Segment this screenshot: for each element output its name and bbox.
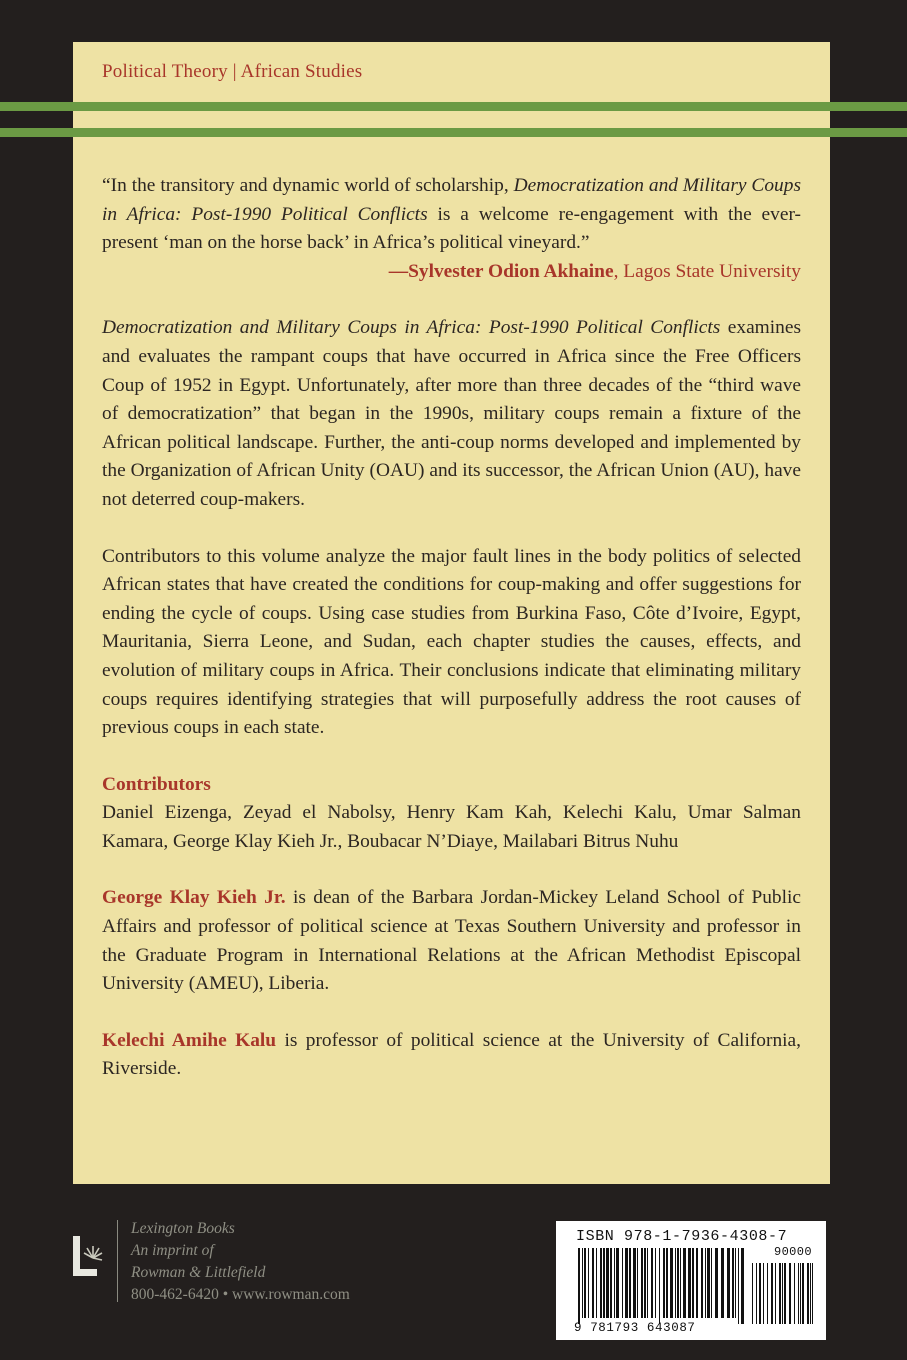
quote-open: “In the transitory and dynamic world of scholarship,: [102, 175, 514, 196]
publisher-divider: [117, 1220, 118, 1302]
back-cover-text: [102, 172, 801, 1084]
green-stripe-top: [0, 102, 907, 111]
isbn-number: ISBN 978-1-7936-4308-7: [576, 1228, 788, 1245]
endorsement-attribution: [102, 258, 801, 287]
publisher-imprint: An imprint of: [131, 1242, 214, 1259]
editor-bio-text-1: is dean of the Barbara Jordan-Mickey Leland School of Public Affairs and professor of political science at Texas Southern University and professor in the Graduate Program in International Relations at the African Methodist Episcopal University (AMEU), Liberia.: [102, 887, 801, 995]
contributors-heading: Contributors: [102, 773, 211, 795]
editor-bio-text-2: is professor of political science at the University of California, Riverside.: [102, 1029, 801, 1080]
contributors-list: Daniel Eizenga, Zeyad el Nabolsy, Henry Kam Kah, Kelechi Kalu, Umar Salman Kamara, George Klay Kieh Jr., Boubacar N’Diaye, Mailabari Bitrus Nuhu: [102, 802, 801, 852]
description-paragraph: [102, 314, 801, 514]
publisher-logo-icon: [73, 1236, 103, 1278]
endorser-affiliation: , Lagos State University: [613, 260, 801, 282]
quote-text: is a welcome re-engagement with the ever-present ‘man on the horse back’ in Africa’s political vineyard.”: [102, 203, 801, 254]
publisher-contact: 800-462-6420 • www.rowman.com: [131, 1286, 350, 1303]
quote-book-title: Democratization and Military Coups in Africa: Post-1990 Political Conflicts: [102, 175, 801, 225]
editor-name-1: George Klay Kieh Jr.: [102, 887, 286, 909]
ean-number: 9 781793 643087: [574, 1321, 696, 1335]
publisher-parent: Rowman & Littlefield: [131, 1264, 266, 1281]
publisher-name: Lexington Books: [131, 1220, 235, 1237]
publisher-info: [131, 1218, 350, 1306]
description-body: examines and evaluates the rampant coups that have occurred in Africa since the Free Officers Coup of 1952 in Egypt. Unfortunately, after more than three decades of the “third wave of democratization” that began in the 1990s, military coups remain a fixture of the African political landscape. Further, the anti-coup norms developed and implemented by the Organization of African Unity (OAU) and its successor, the African Union (AU), have not deterred coup-makers.: [102, 317, 801, 510]
contributors-paragraph: Contributors to this volume analyze the major fault lines in the body politics of selected African states that have created the conditions for coup-making and offer suggestions for ending the cycle of coups. Using case studies from Burkina Faso, Côte d’Ivoire, Egypt, Mauritania, Sierra Leone, and Sudan, each chapter studies the causes, effects, and evolution of military coups in Africa. Their conclusions indicate that eliminating military coups requires identifying strategies that will purposefully address the root causes of previous coups in each state.: [102, 545, 801, 739]
editor-name-2: Kelechi Amihe Kalu: [102, 1029, 277, 1051]
editor-bio-1: [102, 884, 801, 998]
endorsement-quote: [102, 172, 801, 258]
endorser-name: —Sylvester Odion Akhaine: [388, 260, 614, 282]
category-label: Political Theory | African Studies: [102, 61, 363, 82]
isbn-barcode: [556, 1221, 826, 1340]
description-book-title: Democratization and Military Coups in Africa: Post-1990 Political Conflicts: [102, 317, 721, 339]
price-code: 90000: [773, 1245, 812, 1259]
green-stripe-bottom: [0, 128, 907, 137]
editor-bio-2: [102, 1027, 801, 1084]
